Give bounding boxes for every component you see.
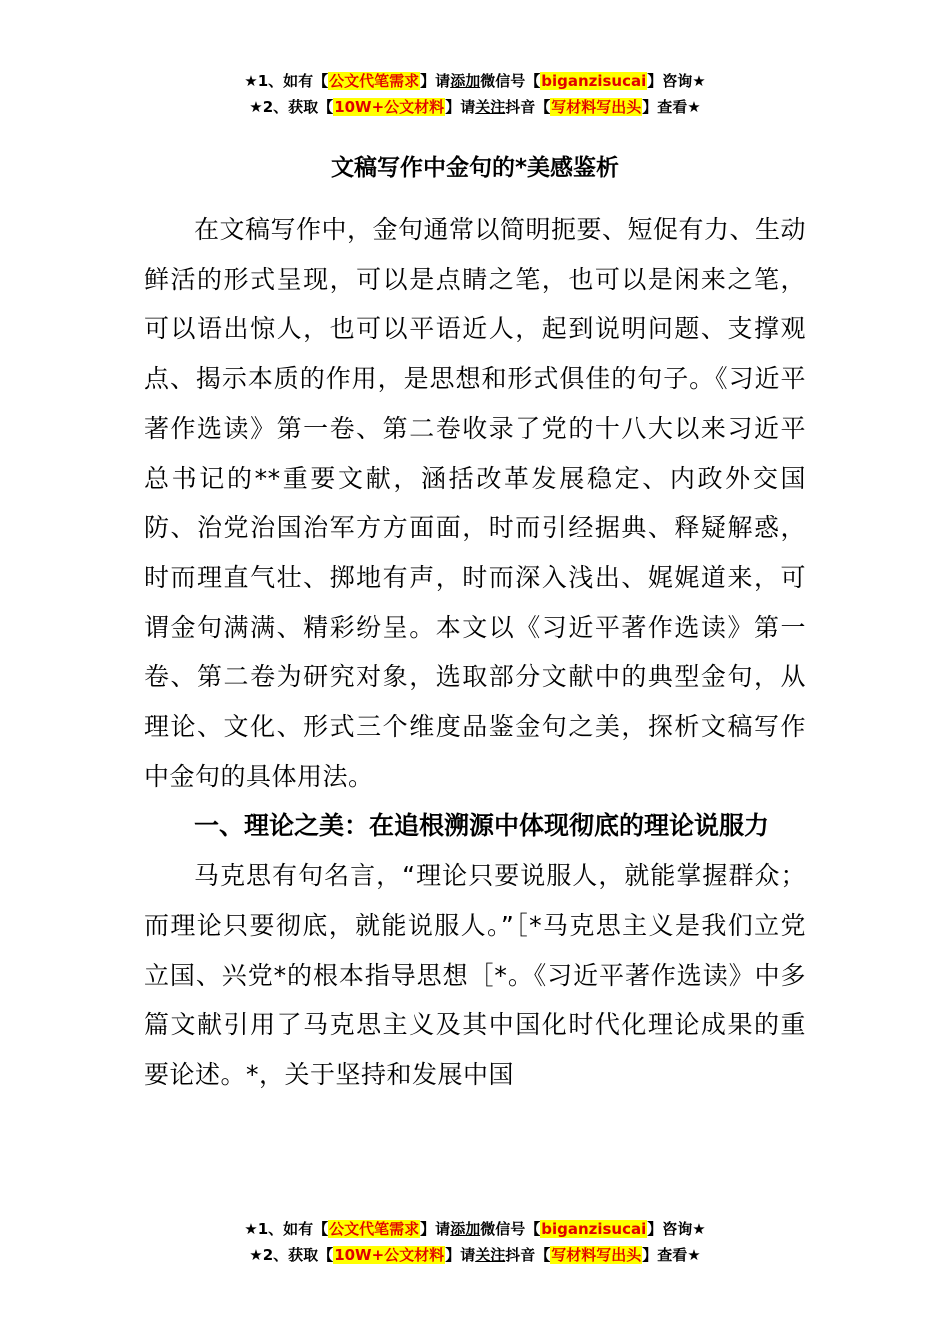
banner-line-2-pre: ★2、获取【 xyxy=(249,98,334,116)
footer-underline-add: 添加 xyxy=(450,1220,481,1238)
footer-line-1-mid2: 微信号【 xyxy=(480,1220,541,1238)
footer-highlight-douyin: 写材料写出头 xyxy=(551,1246,642,1264)
footer-line-1-mid1: 】请 xyxy=(420,1220,451,1238)
banner-line-1-mid2: 微信号【 xyxy=(480,72,541,90)
banner-line-1-mid1: 】请 xyxy=(420,72,451,90)
banner-line-1 xyxy=(0,68,950,94)
banner-line-2-mid1: 】请 xyxy=(445,98,476,116)
section-1-paragraph: 马克思有句名言，“理论只要说服人，就能掌握群众；而理论只要彻底，就能说服人。”［*马克思主义是我们立党立国、兴党*的根本指导思想［*。《习近平著作选读》中多篇文献引用了马克思主义及其中国化时代化理论成果的重要论述。*，关于坚持和发展中国 xyxy=(144,861,806,1089)
banner-highlight-service: 公文代笔需求 xyxy=(329,72,420,90)
footer-highlight-wechat: biganzisucai xyxy=(541,1220,647,1238)
footer-line-2-post: 】查看★ xyxy=(642,1246,701,1264)
footer-underline-follow: 关注 xyxy=(475,1246,506,1264)
section-heading-1: 一、理论之美：在追根溯源中体现彻底的理论说服力 xyxy=(194,811,770,841)
footer-highlight-service: 公文代笔需求 xyxy=(329,1220,420,1238)
intro-paragraph: 在文稿写作中，金句通常以简明扼要、短促有力、生动鲜活的形式呈现，可以是点睛之笔，也可以是闲来之笔，可以语出惊人，也可以平语近人，起到说明问题、支撑观点、揭示本质的作用，是思想和形式俱佳的句子。《习近平著作选读》第一卷、第二卷收录了党的十八大以来习近平总书记的**重要文献，涵括改革发展稳定、内政外交国防、治党治国治军方方面面，时而引经据典、释疑解惑，时而理直气壮、掷地有声，时而深入浅出、娓娓道来，可谓金句满满、精彩纷呈。本文以《习近平著作选读》第一卷、第二卷为研究对象，选取部分文献中的典型金句，从理论、文化、形式三个维度品鉴金句之美，探析文稿写作中金句的具体用法。 xyxy=(144,215,807,791)
footer-line-1-pre: ★1、如有【 xyxy=(244,1220,329,1238)
document-title: 文稿写作中金句的*美感鉴析 xyxy=(330,155,620,181)
banner-highlight-wechat: biganzisucai xyxy=(541,72,647,90)
footer-line-2-mid1: 】请 xyxy=(445,1246,476,1264)
banner-highlight-materials: 10W+公文材料 xyxy=(334,98,445,116)
banner-line-2 xyxy=(0,94,950,120)
footer-banner xyxy=(0,1216,950,1268)
banner-highlight-douyin: 写材料写出头 xyxy=(551,98,642,116)
footer-line-2-mid2: 抖音【 xyxy=(505,1246,551,1264)
header-banner xyxy=(0,68,950,120)
footer-line-1-post: 】咨询★ xyxy=(647,1220,706,1238)
banner-line-1-pre: ★1、如有【 xyxy=(244,72,329,90)
banner-line-2-post: 】查看★ xyxy=(642,98,701,116)
banner-underline-add: 添加 xyxy=(450,72,481,90)
footer-highlight-materials: 10W+公文材料 xyxy=(334,1246,445,1264)
banner-underline-follow: 关注 xyxy=(475,98,506,116)
footer-banner-line-1 xyxy=(0,1216,950,1242)
document-body xyxy=(144,205,806,1100)
footer-banner-line-2 xyxy=(0,1242,950,1268)
banner-line-1-post: 】咨询★ xyxy=(647,72,706,90)
footer-line-2-pre: ★2、获取【 xyxy=(249,1246,334,1264)
banner-line-2-mid2: 抖音【 xyxy=(505,98,551,116)
